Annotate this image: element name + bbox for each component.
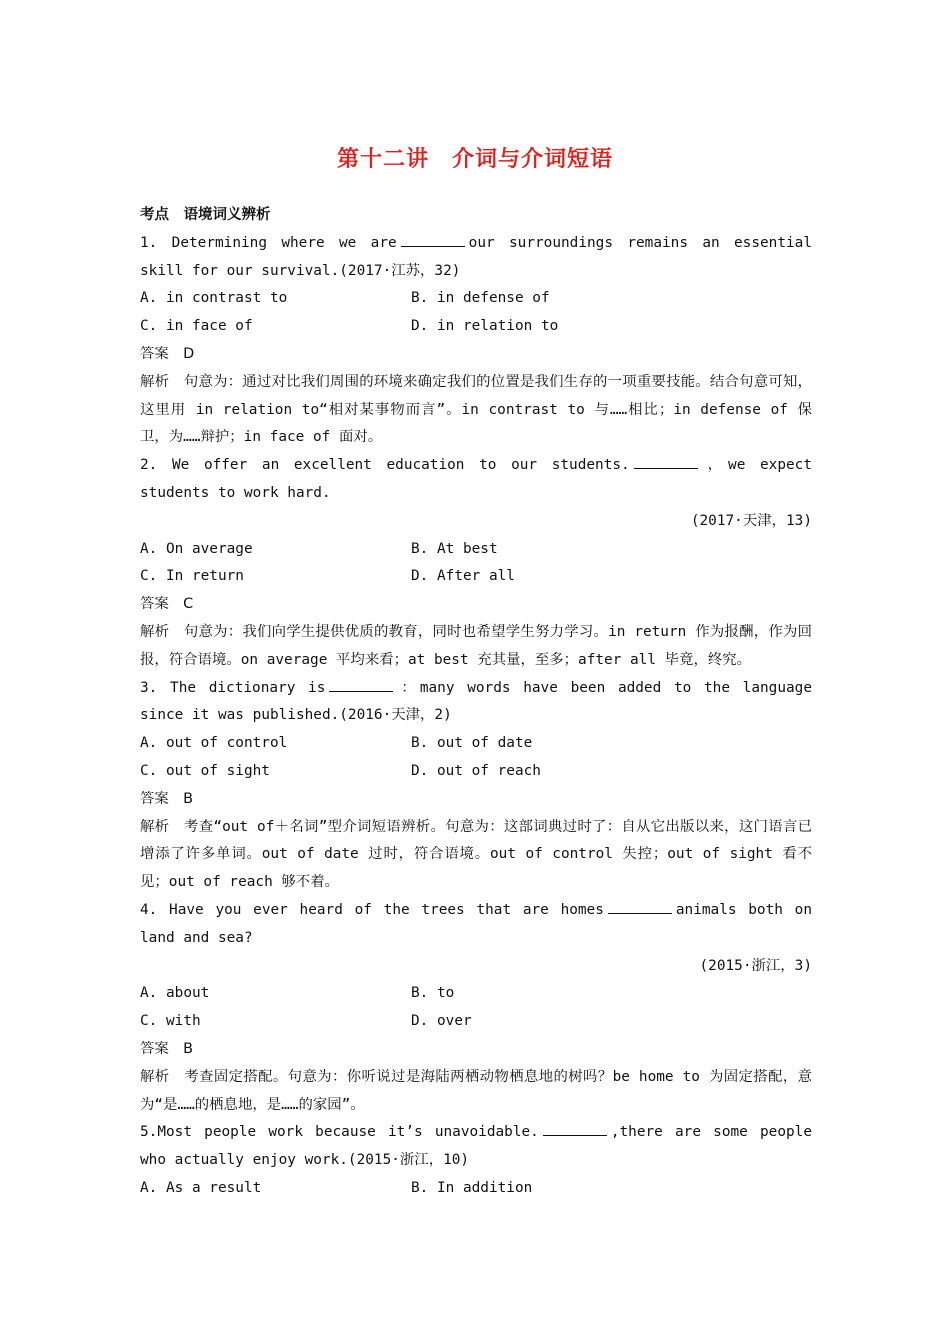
- document-content: [140, 202, 812, 1203]
- answer-blank: [634, 452, 698, 469]
- question-5: [140, 1119, 812, 1202]
- stem-part-b: ,there are some people who actually enjoy work.(2015·浙江，10): [140, 1124, 812, 1169]
- answer-blank: [608, 897, 672, 914]
- question-stem: [140, 897, 812, 953]
- options-row: [140, 1175, 812, 1203]
- question-source: (2017·天津，13): [690, 512, 812, 529]
- answer-blank: [543, 1119, 607, 1136]
- answer-blank: [329, 675, 393, 692]
- option-c: C. in face of: [140, 318, 253, 335]
- question-stem: [140, 230, 812, 286]
- analysis-text: 解析 考查固定搭配。句意为：你听说过是海陆两栖动物栖息地的树吗？be home to 为固定搭配，意为“是……的栖息地，是……的家园”。: [140, 1068, 812, 1113]
- answer-line: 答案 C: [140, 596, 194, 613]
- stem-part-a: 4. Have you ever heard of the trees that are homes: [140, 901, 604, 918]
- options-row: [140, 536, 812, 564]
- question-2: [140, 452, 812, 674]
- option-a: A. about: [140, 985, 210, 1002]
- option-c: C. out of sight: [140, 762, 270, 779]
- option-a: A. As a result: [140, 1179, 262, 1196]
- option-d: D. in relation to: [411, 318, 559, 335]
- options-row: [140, 758, 812, 786]
- options-row: [140, 730, 812, 758]
- question-stem: [140, 675, 812, 731]
- option-a: A. in contrast to: [140, 290, 288, 307]
- option-b: B. to: [411, 985, 455, 1002]
- option-b: B. In addition: [411, 1179, 533, 1196]
- stem-part-b: our surroundings remains an essential skill for our survival.(2017·江苏，32): [140, 234, 812, 279]
- options-row: [140, 1008, 812, 1036]
- section-heading: 考点 语境词义辨析: [140, 207, 271, 223]
- option-b: B. in defense of: [411, 290, 550, 307]
- stem-part-a: 3. The dictionary is: [140, 679, 326, 696]
- option-d: D. After all: [411, 568, 515, 585]
- option-b: B. At best: [411, 540, 498, 557]
- stem-part-b: ，we expect students to work hard.: [140, 457, 813, 501]
- stem-part-b: ：many words have been added to the language since it was published.(2016·天津，2): [140, 679, 812, 724]
- options-row: [140, 313, 812, 341]
- answer-blank: [401, 230, 465, 247]
- answer-line: 答案 D: [140, 345, 195, 362]
- option-c: C. In return: [140, 568, 244, 585]
- question-3: [140, 675, 812, 897]
- option-a: A. out of control: [140, 735, 288, 752]
- analysis-text: 解析 句意为：通过对比我们周围的环境来确定我们的位置是我们生存的一项重要技能。结合句意可知，这里用 in relation to“相对某事物而言”。in contrast to 与……相比；in defense of 保卫，为……辩护；in face of 面对。: [140, 373, 812, 446]
- option-a: A. On average: [140, 540, 253, 557]
- option-c: C. with: [140, 1013, 201, 1030]
- options-row: [140, 563, 812, 591]
- answer-line: 答案 B: [140, 790, 194, 807]
- options-row: [140, 980, 812, 1008]
- question-source: (2015·浙江，3): [699, 957, 812, 974]
- question-stem: [140, 1119, 812, 1175]
- options-row: [140, 285, 812, 313]
- answer-line: 答案 B: [140, 1040, 194, 1057]
- question-1: [140, 230, 812, 452]
- option-d: D. over: [411, 1013, 472, 1030]
- page-title: 第十二讲 介词与介词短语: [336, 146, 613, 172]
- question-4: [140, 897, 812, 1119]
- stem-part-a: 1. Determining where we are: [140, 234, 397, 251]
- analysis-text: 解析 句意为：我们向学生提供优质的教育，同时也希望学生努力学习。in return 作为报酬，作为回报，符合语境。on average 平均来看；at best 充其量，至多；after all 毕竟，终究。: [140, 623, 812, 668]
- stem-part-a: 5.Most people work because it’s unavoidable.: [140, 1124, 539, 1141]
- question-stem: [140, 452, 812, 508]
- option-d: D. out of reach: [411, 762, 541, 779]
- option-b: B. out of date: [411, 735, 533, 752]
- analysis-text: 解析 考查“out of＋名词”型介词短语辨析。句意为：这部词典过时了：自从它出版以来，这门语言已增添了许多单词。out of date 过时，符合语境。out of control 失控；out of sight 看不见；out of reach 够不着。: [140, 818, 812, 891]
- stem-part-a: 2. We offer an excellent education to our students.: [140, 457, 630, 474]
- stem-part-b: animals both on land and sea?: [140, 901, 812, 946]
